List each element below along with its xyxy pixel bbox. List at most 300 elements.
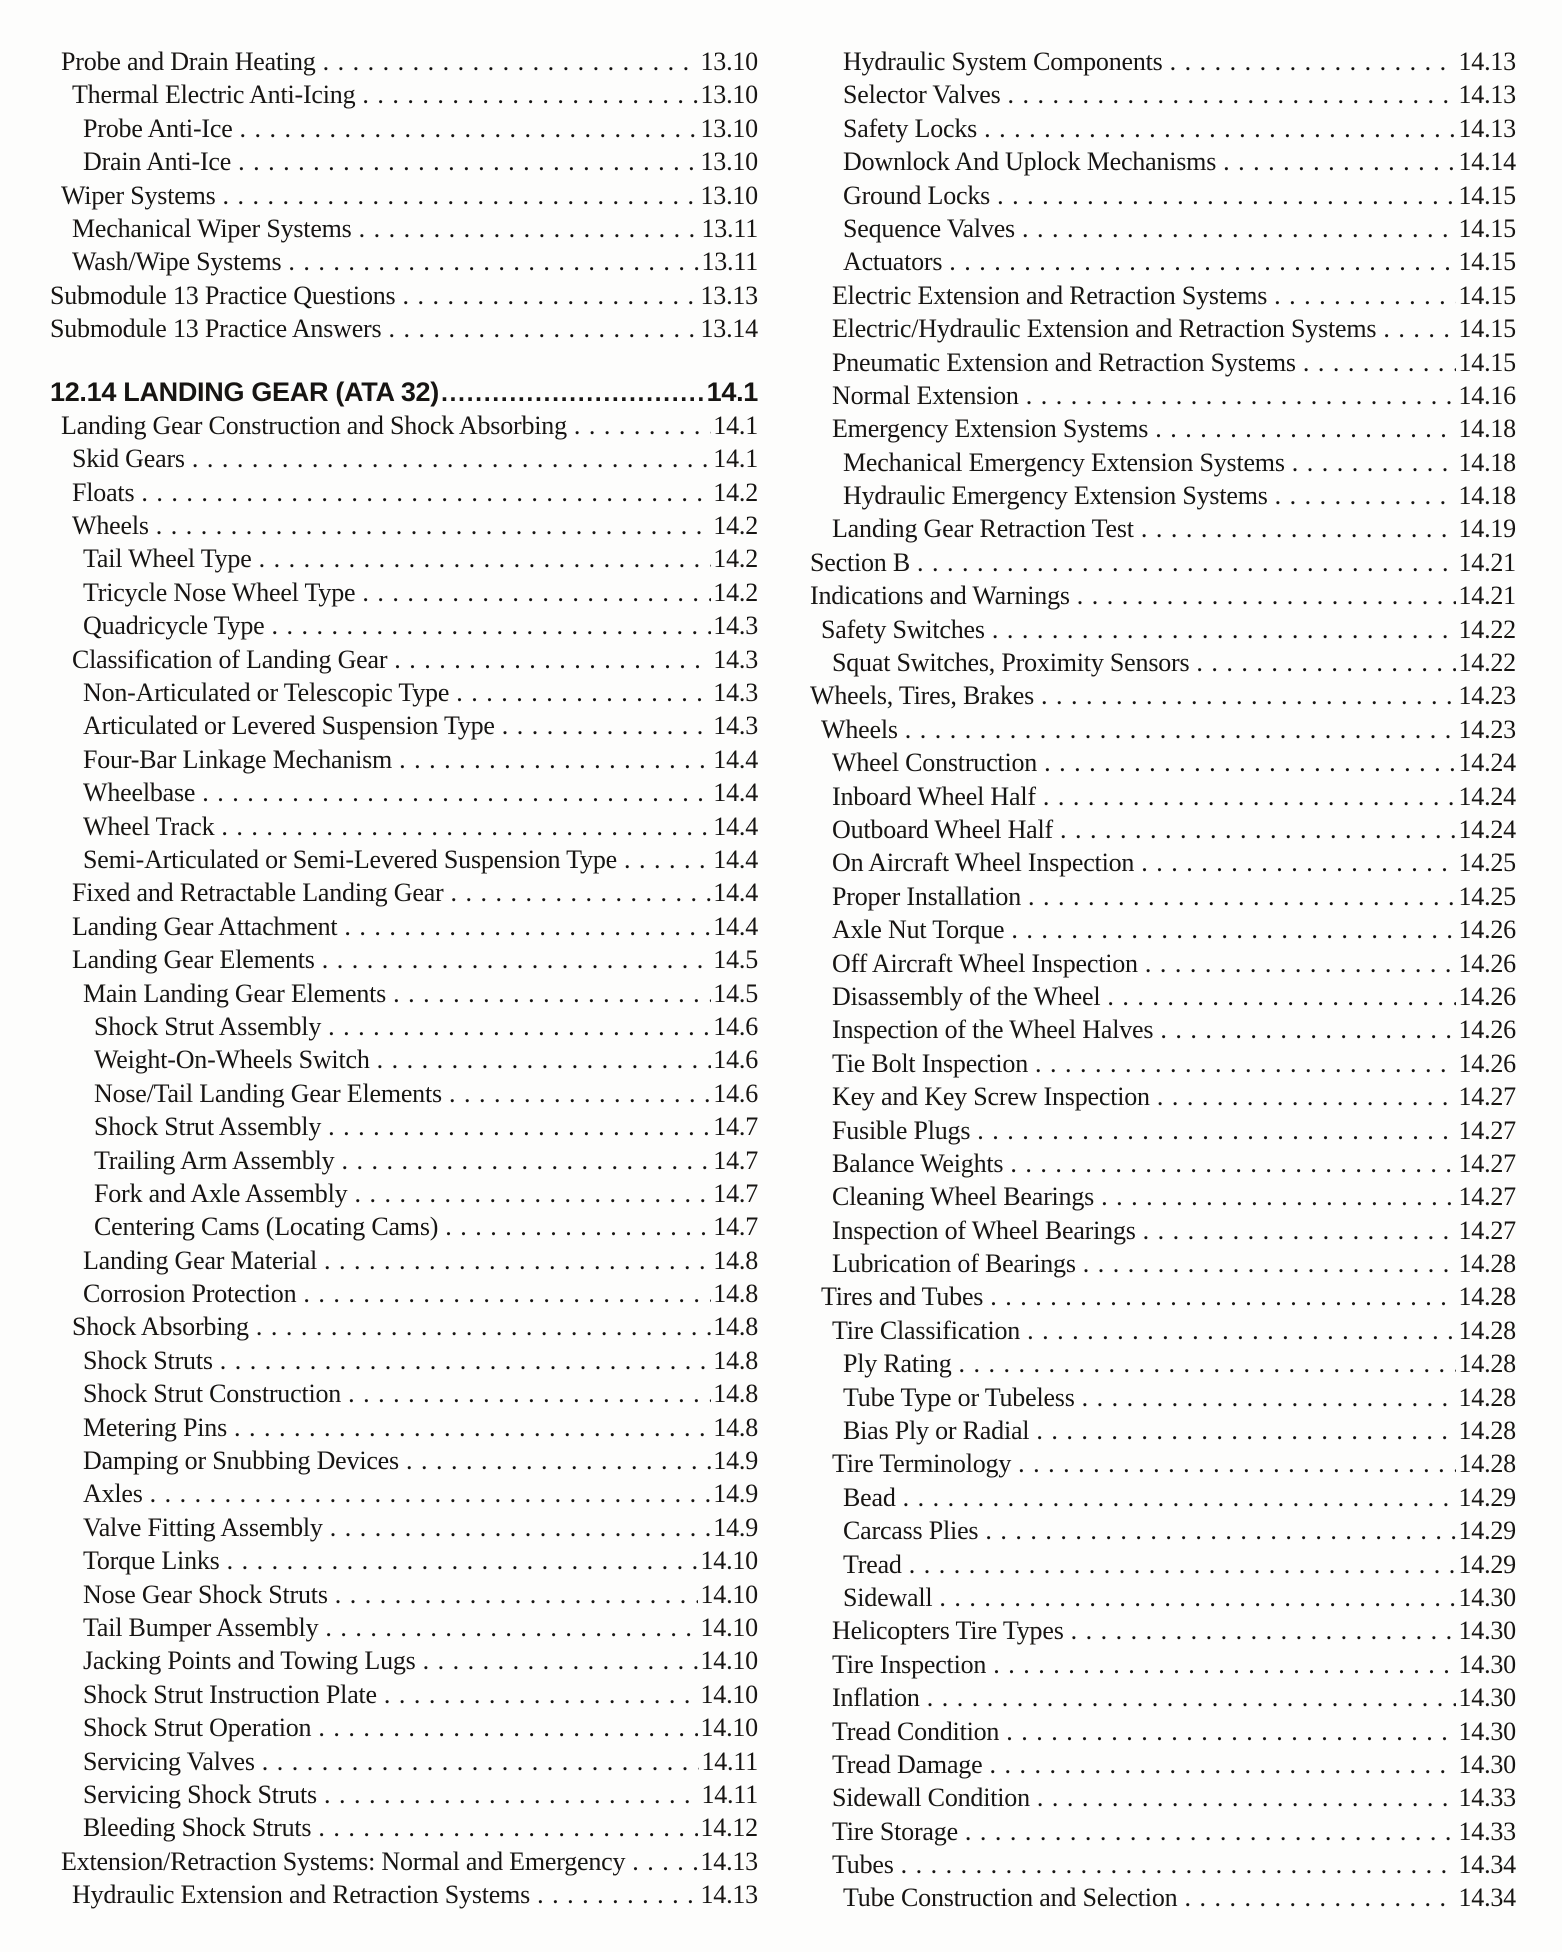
dot-leader <box>1138 947 1457 980</box>
toc-entry <box>50 1778 758 1811</box>
toc-entry-page: 14.27 <box>1458 1082 1516 1112</box>
toc-entry-page: 14.19 <box>1458 514 1516 544</box>
dot-leader <box>352 212 700 245</box>
toc-entry-title: Corrosion Protection <box>83 1279 297 1309</box>
toc-entry <box>50 977 758 1010</box>
toc-entry-page: 14.12 <box>700 1813 758 1843</box>
toc-entry-title: Probe and Drain Heating <box>61 47 316 76</box>
toc-entry <box>50 609 758 642</box>
dot-leader <box>1004 913 1456 946</box>
toc-entry-title: Tread <box>843 1549 902 1579</box>
toc-entry-page: 14.28 <box>1458 1315 1516 1345</box>
dot-leader <box>377 1678 699 1711</box>
toc-entry-title: Wheels <box>821 714 898 744</box>
dot-leader <box>416 1644 699 1677</box>
dot-leader <box>220 1544 699 1577</box>
toc-entry <box>50 245 758 278</box>
toc-entry-title: Inspection of Wheel Bearings <box>832 1215 1136 1245</box>
toc-entry <box>810 1514 1516 1547</box>
toc-entry-page: 14.9 <box>713 1446 758 1476</box>
toc-entry-title: Actuators <box>843 247 943 277</box>
dot-leader <box>958 1815 1457 1848</box>
dot-leader <box>318 1611 698 1644</box>
toc-entry-title: Shock Strut Construction <box>83 1379 342 1409</box>
toc-entry <box>50 145 758 178</box>
toc-entry-page: 14.8 <box>713 1312 758 1342</box>
toc-entry-title: Off Aircraft Wheel Inspection <box>832 948 1138 978</box>
toc-entry-title: Metering Pins <box>83 1412 228 1442</box>
toc-entry <box>50 1878 758 1911</box>
dot-leader <box>1011 1447 1456 1480</box>
dot-leader <box>213 1344 712 1377</box>
dot-leader <box>1075 1381 1457 1414</box>
toc-entry-title: Damping or Snubbing Devices <box>83 1446 399 1476</box>
toc-entry-title: Emergency Extension Systems <box>832 414 1149 444</box>
dot-leader <box>530 1878 698 1911</box>
toc-entry <box>810 279 1516 312</box>
dot-leader <box>149 509 712 542</box>
toc-entry-title: Tread Damage <box>832 1749 983 1779</box>
dot-leader <box>1028 1047 1456 1080</box>
toc-entry <box>50 179 758 212</box>
toc-entry-page: 14.26 <box>1458 915 1516 945</box>
toc-entry-title: Wash/Wipe Systems <box>72 247 282 277</box>
dot-leader <box>231 145 698 178</box>
dot-leader <box>896 1481 1457 1514</box>
dot-leader <box>1163 45 1457 78</box>
dot-leader <box>894 1848 1457 1881</box>
dot-leader <box>985 613 1457 646</box>
toc-entry <box>810 947 1516 980</box>
dot-leader <box>942 245 1456 278</box>
toc-entry <box>810 346 1516 379</box>
toc-entry-title: Axles <box>83 1479 143 1509</box>
toc-entry-page: 14.26 <box>1458 1015 1516 1045</box>
dot-leader <box>334 1144 711 1177</box>
toc-entry <box>810 512 1516 545</box>
dot-leader <box>986 1648 1456 1681</box>
toc-entry-page: 14.3 <box>713 611 758 641</box>
toc-entry-page: 14.22 <box>1458 614 1516 644</box>
toc-entry-title: Classification of Landing Gear <box>72 644 388 674</box>
toc-entry-page: 14.8 <box>713 1379 758 1409</box>
toc-entry-title: Skid Gears <box>72 444 185 474</box>
toc-entry-page: 14.7 <box>713 1112 758 1142</box>
toc-entry-page: 14.27 <box>1458 1215 1516 1245</box>
toc-entry-title: Wiper Systems <box>61 180 216 210</box>
toc-entry-title: Shock Strut Assembly <box>94 1112 322 1142</box>
toc-entry-title: Nose Gear Shock Struts <box>83 1579 328 1609</box>
toc-entry <box>810 846 1516 879</box>
toc-entry-title: Electric Extension and Retraction Systems <box>832 280 1268 310</box>
toc-entry-page: 14.10 <box>700 1546 758 1576</box>
dot-leader <box>977 112 1456 145</box>
toc-entry-page: 14.30 <box>1458 1683 1516 1713</box>
toc-entry <box>50 910 758 943</box>
toc-entry-page: 14.15 <box>1458 247 1516 277</box>
dot-leader <box>317 1244 711 1277</box>
toc-entry-page: 14.3 <box>713 711 758 741</box>
toc-entry-title: Tubes <box>832 1850 894 1880</box>
toc-entry-title: Shock Struts <box>83 1345 213 1375</box>
toc-entry-title: Helicopters Tire Types <box>832 1616 1064 1646</box>
toc-entry-page: 14.33 <box>1458 1783 1516 1813</box>
toc-entry <box>50 1845 758 1878</box>
dot-leader <box>1001 78 1457 111</box>
dot-leader <box>386 977 711 1010</box>
dot-leader <box>387 643 711 676</box>
dot-leader <box>1020 1314 1456 1347</box>
toc-entry <box>810 179 1516 212</box>
toc-entry <box>50 476 758 509</box>
toc-entry-page: 14.24 <box>1458 748 1516 778</box>
toc-entry <box>50 1210 758 1243</box>
dot-leader <box>1296 346 1457 379</box>
toc-entry-page: 14.9 <box>713 1479 758 1509</box>
toc-entry <box>810 1715 1516 1748</box>
dot-leader <box>625 1845 698 1878</box>
dot-leader <box>920 1681 1457 1714</box>
toc-entry-page: 13.13 <box>700 280 758 310</box>
toc-entry-title: Centering Cams (Locating Cams) <box>94 1212 439 1242</box>
toc-entry-page: 14.3 <box>713 644 758 674</box>
toc-entry <box>810 1080 1516 1113</box>
dot-leader <box>321 1110 711 1143</box>
toc-entry-page: 14.2 <box>713 544 758 574</box>
dot-leader <box>315 943 712 976</box>
toc-entry <box>50 1444 758 1477</box>
toc-entry-page: 14.4 <box>713 878 758 908</box>
dot-leader <box>355 576 711 609</box>
dot-leader <box>311 1811 698 1844</box>
toc-entry-page: 14.30 <box>1458 1749 1516 1779</box>
dot-leader <box>617 843 711 876</box>
toc-entry <box>810 679 1516 712</box>
toc-entry-page: 14.13 <box>1458 80 1516 110</box>
toc-entry-title: Cleaning Wheel Bearings <box>832 1182 1095 1212</box>
dot-leader <box>1216 145 1456 178</box>
toc-entry-title: Mechanical Wiper Systems <box>72 213 352 243</box>
toc-entry-page: 14.4 <box>713 911 758 941</box>
toc-entry-title: Four-Bar Linkage Mechanism <box>83 744 393 774</box>
dot-leader <box>1189 646 1456 679</box>
toc-entry-title: Landing Gear Construction and Shock Absorbing <box>61 410 567 440</box>
toc-entry-page: 14.15 <box>1458 314 1516 344</box>
toc-entry-page: 14.29 <box>1458 1482 1516 1512</box>
toc-entry <box>50 1678 758 1711</box>
toc-entry <box>50 1544 758 1577</box>
toc-entry <box>50 576 758 609</box>
toc-entry-title: Shock Strut Assembly <box>94 1011 322 1041</box>
toc-entry-title: Tube Type or Tubeless <box>843 1382 1075 1412</box>
dot-leader <box>249 1310 711 1343</box>
toc-entry-title: Disassembly of the Wheel <box>832 981 1101 1011</box>
toc-entry-page: 14.9 <box>713 1512 758 1542</box>
toc-entry-page: 14.28 <box>1458 1449 1516 1479</box>
toc-section-header <box>50 376 758 409</box>
toc-entry <box>810 546 1516 579</box>
dot-leader <box>1268 479 1457 512</box>
toc-entry-page: 14.26 <box>1458 981 1516 1011</box>
dot-leader <box>1267 279 1456 312</box>
toc-entry-title: Safety Locks <box>843 113 978 143</box>
toc-entry <box>50 1711 758 1744</box>
toc-entry-title: Landing Gear Retraction Test <box>832 514 1134 544</box>
dot-leader <box>321 1010 711 1043</box>
toc-entry-page: 14.6 <box>713 1078 758 1108</box>
dot-leader <box>311 1711 698 1744</box>
toc-entry-title: Mechanical Emergency Extension Systems <box>843 447 1285 477</box>
toc-entry <box>50 1077 758 1110</box>
toc-entry-title: Shock Strut Operation <box>83 1713 312 1743</box>
dot-leader <box>134 476 711 509</box>
toc-entry-page: 14.30 <box>1458 1649 1516 1679</box>
toc-entry-title: Normal Extension <box>832 380 1019 410</box>
toc-entry <box>50 45 758 78</box>
dot-leader <box>902 1548 1457 1581</box>
toc-entry-page: 14.30 <box>1458 1616 1516 1646</box>
dot-leader <box>185 442 711 475</box>
toc-entry-title: Wheelbase <box>83 778 196 808</box>
toc-entry-title: Valve Fitting Assembly <box>83 1512 323 1542</box>
toc-entry-page: 14.28 <box>1458 1249 1516 1279</box>
toc-entry-title: Hydraulic Extension and Retraction Systems <box>72 1880 531 1910</box>
toc-entry-page: 14.4 <box>713 844 758 874</box>
toc-entry-title: Floats <box>72 477 135 507</box>
toc-entry-page: 13.11 <box>701 247 758 277</box>
toc-entry-page: 14.14 <box>1458 147 1516 177</box>
toc-entry-page: 14.5 <box>713 945 758 975</box>
toc-entry <box>810 1581 1516 1614</box>
toc-entry-title: Submodule 13 Practice Answers <box>50 314 382 344</box>
toc-entry <box>810 1247 1516 1280</box>
toc-entry <box>810 980 1516 1013</box>
toc-entry-title: Proper Installation <box>832 881 1021 911</box>
dot-leader <box>392 743 711 776</box>
toc-entry <box>50 1611 758 1644</box>
toc-entry-title: Drain Anti-Ice <box>83 147 232 177</box>
toc-entry-page: 14.27 <box>1458 1182 1516 1212</box>
toc-entry-title: Bead <box>843 1482 896 1512</box>
dot-leader <box>316 45 699 78</box>
toc-entry-title: Thermal Electric Anti-Icing <box>72 80 356 110</box>
toc-entry-page: 14.7 <box>713 1145 758 1175</box>
toc-column-right <box>810 45 1516 1915</box>
toc-entry-title: Jacking Points and Towing Lugs <box>83 1646 416 1676</box>
dot-leader <box>216 179 699 212</box>
toc-entry-title: Ply Rating <box>843 1349 952 1379</box>
toc-entry-page: 14.8 <box>713 1245 758 1275</box>
toc-entry-title: Section B <box>810 547 911 577</box>
toc-entry <box>810 45 1516 78</box>
dot-leader <box>439 376 705 410</box>
toc-entry <box>810 1414 1516 1447</box>
toc-entry-page: 14.30 <box>1458 1582 1516 1612</box>
toc-entry <box>810 646 1516 679</box>
toc-entry-title: Selector Valves <box>843 80 1001 110</box>
toc-entry <box>50 810 758 843</box>
dot-leader <box>381 312 698 345</box>
toc-entry-title: Fusible Plugs <box>832 1115 971 1145</box>
dot-leader <box>328 1578 699 1611</box>
dot-leader <box>1076 1247 1457 1280</box>
toc-entry-title: Servicing Valves <box>83 1746 255 1776</box>
dot-leader <box>195 776 711 809</box>
toc-entry-title: Sequence Valves <box>843 213 1015 243</box>
toc-entry-title: Semi-Articulated or Semi-Levered Suspension Type <box>83 844 617 874</box>
toc-entry-page: 14.8 <box>713 1279 758 1309</box>
toc-entry-page: 14.18 <box>1458 481 1516 511</box>
toc-entry-page: 14.8 <box>713 1345 758 1375</box>
toc-entry <box>810 1648 1516 1681</box>
toc-entry <box>810 746 1516 779</box>
toc-entry-page: 14.28 <box>1458 1382 1516 1412</box>
dot-leader <box>355 78 698 111</box>
toc-entry-page: 14.26 <box>1458 1048 1516 1078</box>
toc-entry-title: Fixed and Retractable Landing Gear <box>72 878 444 908</box>
toc-entry-page: 14.13 <box>1458 47 1516 76</box>
dot-leader <box>1019 379 1457 412</box>
dot-leader <box>317 1778 700 1811</box>
toc-entry-title: Electric/Hydraulic Extension and Retraction Systems <box>832 314 1377 344</box>
toc-entry-page: 14.29 <box>1458 1516 1516 1546</box>
toc-entry-title: Tail Bumper Assembly <box>83 1612 319 1642</box>
toc-entry-title: Carcass Plies <box>843 1516 979 1546</box>
toc-entry-page: 14.2 <box>713 511 758 541</box>
toc-entry <box>810 1280 1516 1313</box>
dot-leader <box>1177 1881 1456 1914</box>
dot-leader <box>898 713 1457 746</box>
toc-entry <box>50 1477 758 1510</box>
toc-entry-page: 14.22 <box>1458 648 1516 678</box>
dot-leader <box>1036 780 1457 813</box>
dot-leader <box>1064 1614 1457 1647</box>
toc-entry <box>810 1481 1516 1514</box>
toc-entry-page: 14.10 <box>700 1612 758 1642</box>
dot-leader <box>932 1581 1456 1614</box>
toc-entry <box>50 1110 758 1143</box>
toc-entry-page: 14.10 <box>700 1579 758 1609</box>
toc-entry-title: Tread Condition <box>832 1716 1000 1746</box>
toc-entry <box>50 1043 758 1076</box>
toc-entry <box>810 1447 1516 1480</box>
dot-leader <box>1150 1080 1457 1113</box>
toc-entry <box>50 1745 758 1778</box>
toc-entry-title: Non-Articulated or Telescopic Type <box>83 678 450 708</box>
toc-entry-title: Key and Key Screw Inspection <box>832 1082 1150 1112</box>
toc-entry-title: Inspection of the Wheel Halves <box>832 1015 1154 1045</box>
toc-entry <box>810 1180 1516 1213</box>
toc-entry-page: 14.1 <box>713 410 758 440</box>
dot-leader <box>438 1210 711 1243</box>
dot-leader <box>395 279 698 312</box>
toc-entry <box>810 1347 1516 1380</box>
dot-leader <box>227 1411 711 1444</box>
toc-entry-title: Bleeding Shock Struts <box>83 1813 312 1843</box>
toc-entry <box>50 1511 758 1544</box>
toc-entry-page: 14.15 <box>1458 180 1516 210</box>
toc-entry-page: 14.15 <box>1458 347 1516 377</box>
toc-entry-page: 14.16 <box>1458 380 1516 410</box>
toc-entry-title: Wheels <box>72 511 149 541</box>
toc-entry-page: 14.13 <box>1458 113 1516 143</box>
toc-entry-title: Tire Classification <box>832 1315 1021 1345</box>
toc-entry <box>50 1344 758 1377</box>
toc-entry <box>810 1314 1516 1347</box>
toc-entry-page: 14.8 <box>713 1412 758 1442</box>
toc-entry <box>810 813 1516 846</box>
toc-entry <box>50 1811 758 1844</box>
dot-leader <box>970 1114 1456 1147</box>
toc-entry-title: Extension/Retraction Systems: Normal and Emergency <box>61 1846 626 1876</box>
toc-entry-title: Probe Anti-Ice <box>83 113 233 143</box>
toc-entry-title: Indications and Warnings <box>810 581 1070 611</box>
dot-leader <box>1015 212 1457 245</box>
toc-entry-page: 14.1 <box>706 376 758 407</box>
toc-entry <box>810 1147 1516 1180</box>
toc-entry-page: 14.34 <box>1458 1883 1516 1913</box>
toc-entry <box>810 1614 1516 1647</box>
dot-leader <box>1134 846 1456 879</box>
toc-entry <box>810 446 1516 479</box>
dot-leader <box>1136 1214 1457 1247</box>
toc-entry-title: Trailing Arm Assembly <box>94 1145 335 1175</box>
toc-entry-title: Outboard Wheel Half <box>832 814 1053 844</box>
toc-entry <box>810 880 1516 913</box>
toc-entry-title: Torque Links <box>83 1546 220 1576</box>
toc-entry-title: Fork and Axle Assembly <box>94 1178 348 1208</box>
toc-entry-title: Tire Inspection <box>832 1649 987 1679</box>
toc-entry-page: 14.2 <box>713 577 758 607</box>
toc-entry <box>50 843 758 876</box>
toc-entry-title: Inflation <box>832 1683 920 1713</box>
toc-entry-title: Hydraulic Emergency Extension Systems <box>843 481 1268 511</box>
toc-entry-title: Quadricycle Type <box>83 611 265 641</box>
toc-entry-title: Squat Switches, Proximity Sensors <box>832 648 1190 678</box>
toc-entry <box>50 312 758 345</box>
dot-leader <box>281 245 699 278</box>
dot-leader <box>1100 980 1456 1013</box>
toc-entry <box>50 1277 758 1310</box>
dot-leader <box>1285 446 1457 479</box>
toc-entry-title: Sidewall Condition <box>832 1783 1030 1813</box>
toc-entry-page: 14.4 <box>713 811 758 841</box>
dot-leader <box>1029 1414 1456 1447</box>
toc-entry <box>50 1010 758 1043</box>
toc-entry <box>810 1748 1516 1781</box>
dot-leader <box>399 1444 711 1477</box>
toc-entry <box>50 78 758 111</box>
toc-entry <box>810 1848 1516 1881</box>
toc-entry <box>50 409 758 442</box>
toc-entry-page: 14.30 <box>1458 1716 1516 1746</box>
dot-leader <box>214 810 711 843</box>
toc-entry-title: Wheels, Tires, Brakes <box>810 681 1034 711</box>
toc-entry <box>50 279 758 312</box>
toc-entry-page: 14.2 <box>713 477 758 507</box>
toc-entry <box>810 112 1516 145</box>
toc-entry-page: 14.1 <box>713 444 758 474</box>
toc-entry <box>810 780 1516 813</box>
dot-leader <box>983 1280 1456 1313</box>
toc-entry <box>810 1681 1516 1714</box>
toc-entry <box>810 713 1516 746</box>
toc-entry-page: 14.24 <box>1458 781 1516 811</box>
toc-entry-page: 13.14 <box>700 314 758 344</box>
toc-entry-page: 14.6 <box>713 1045 758 1075</box>
toc-entry <box>810 412 1516 445</box>
toc-entry <box>810 312 1516 345</box>
